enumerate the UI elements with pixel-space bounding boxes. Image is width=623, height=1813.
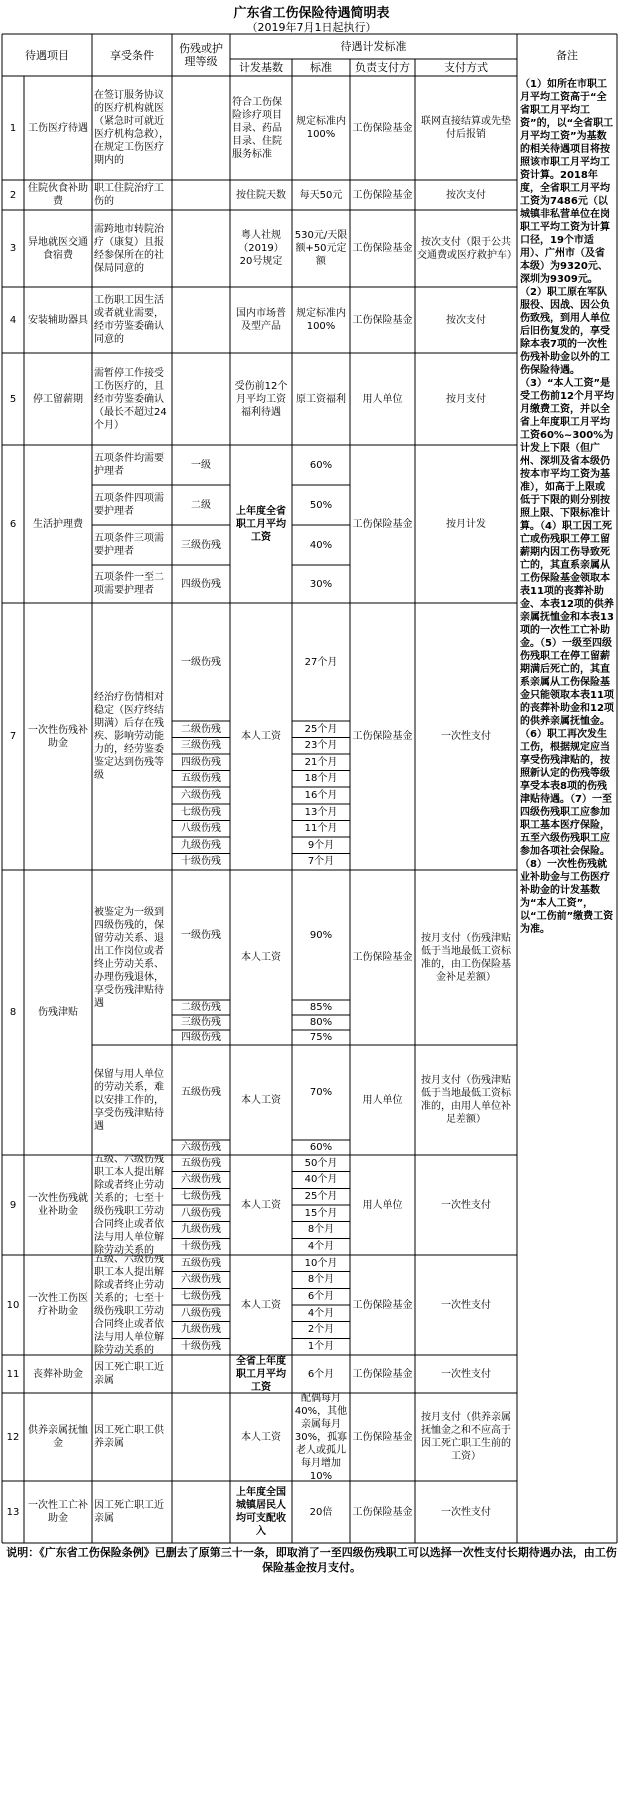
row-2-no: 2 [9,189,17,201]
row-4-item: 安装辅助器具 [28,314,88,326]
row-7-level-3: 三级伤残 [181,740,221,752]
row-7-standard-7: 13个月 [304,806,338,818]
row-7-condition: 经治疗伤情相对稳定（医疗终结期满）后存在残疾、影响劳动能力的，经劳鉴委鉴定达到伤残等级 [94,692,164,781]
row-10-level-1: 五级伤残 [181,1257,221,1269]
row-8b-condition: 保留与用人单位的劳动关系，难以安排工作的，享受伤残津贴待遇 [94,1068,164,1132]
row-6-condition-1: 五项条件均需要护理者 [94,453,164,477]
header-party: 负责支付方 [355,61,410,74]
row-8a-standard-3: 80% [309,1017,333,1028]
row-10-no: 10 [6,1299,20,1311]
row-6-method: 按月计发 [446,518,486,530]
row-7-level-1: 一级伤残 [181,656,221,668]
row-10-standard-5: 2个月 [307,1324,335,1336]
row-8a-level-2: 二级伤残 [181,1002,221,1013]
row-5-item: 停工留薪期 [33,393,83,405]
row-13-item: 一次性工亡补助金 [28,1500,88,1524]
row-10-standard-1: 10个月 [304,1257,338,1269]
row-8b-method: 按月支付（伤残津贴低于当地最低工资标准的，由用人单位补足差额） [421,1075,511,1125]
row-11-party: 工伤保险基金 [352,1368,413,1380]
row-8a-standard-2: 85% [309,1002,333,1013]
row-5-base: 受伤前12个月平均工资福利待遇 [234,380,288,418]
row-10-standard-3: 6个月 [307,1291,335,1303]
remark-column: （1）如所在市职工月平均工资高于“全省职工月平均工资”的，以“全省职工月平均工资”为基数的相关待遇项目将按照该市职工月平均工资计算。2018年度，全省职工月平均工资为7486元（以城镇非私营单位在岗职工平均工资为计算口径，19个市适用）、广州市（及省本级）为9320元、深圳为9309元。（2）职工原在军队服役、因战、因公负伤致残，到用人单位后旧伤复发的，享受除本表7项的一次性伤残补助金以外的工伤保险待遇。（3）“本人工资”是受工伤前12个月平均月缴费工资，并以全省上年度职工月平均工资60%~300%为计发上下限（但广州、深圳及省本级仍按本市平均工资为基准），如高于上限或低于下限的则分别按照上限、下限标准计算。（4）职工因工死亡或伤残职工停工留薪期内因工伤导致死亡的，其直系亲属从工伤保险基金领取本表11项的丧葬补助金、本表12项的供养亲属抚恤金和本表13项的一次性工亡补助金。（5）一级至四级伤残职工在停工留薪期满后死亡的，其直系亲属从工伤保险基金只能领取本表11项的丧葬补助金和12项的供养亲属抚恤金。（6）职工再次发生工伤，根据规定应当享受伤残津贴的，按照新认定的伤残等级享受本表8项的伤残津贴待遇。（7）一至四级伤残职工应参加职工基本医疗保险，五至六级伤残职工应参加各项社会保险。（8）一次性伤残就业补助金与工伤医疗补助金的计发基数为“本人工资”，以“工伤前”缴费工资为准。 [520,79,614,935]
row-9-level-1: 五级伤残 [181,1157,221,1169]
row-1-party: 工伤保险基金 [352,122,413,134]
row-9-base: 本人工资 [241,1199,281,1211]
row-12-item: 供养亲属抚恤金 [28,1425,88,1449]
row-9-standard-6: 4个月 [307,1241,335,1253]
row-13-method: 一次性支付 [441,1506,491,1518]
row-2-method: 按次支付 [446,189,486,201]
header-standard-group: 待遇计发标准 [340,40,407,53]
row-12-method: 按月支付（供养亲属抚恤金之和不应高于因工死亡职工生前的工资） [421,1412,511,1462]
row-4-party: 工伤保险基金 [352,314,413,326]
header-method: 支付方式 [444,61,488,74]
row-5-standard: 原工资福利 [296,393,346,405]
row-9-condition: 五级、六级伤残职工本人提出解除或者终止劳动关系的；七至十级伤残职工劳动合同终止或者依法与用人单位解除劳动关系的 [94,1155,164,1255]
row-7-level-10: 十级伤残 [181,856,221,868]
row-9-method: 一次性支付 [441,1199,491,1211]
row-1-method: 联网直接结算或先垫付后报销 [421,116,511,140]
row-8-item: 伤残津贴 [38,1007,78,1018]
row-7-item: 一次性伤残补助金 [28,724,88,749]
row-8b-standard-1: 70% [309,1087,333,1098]
row-8a-method: 按月支付（伤残津贴低于当地最低工资标准的，由工伤保险基金补足差额） [421,932,511,983]
row-10-standard-2: 8个月 [307,1274,335,1286]
row-7-standard-9: 9个月 [307,839,335,851]
row-9-level-2: 六级伤残 [181,1174,221,1186]
row-5-party: 用人单位 [362,393,403,405]
row-6-item: 生活护理费 [33,518,83,530]
row-11-base: 全省上年度职工月平均工资 [236,1355,286,1393]
row-6-level-3: 三级伤残 [181,539,221,551]
doc-subtitle: （2019年7月1日起执行） [246,21,377,34]
header-condition: 享受条件 [110,48,154,62]
row-6-level-1: 一级 [191,459,211,471]
row-1-condition: 在签订服务协议的医疗机构就医（紧急时可就近医疗机构急救），在规定工伤医疗期内的 [94,90,169,166]
row-13-standard: 20倍 [309,1506,333,1518]
row-9-standard-2: 40个月 [304,1174,338,1186]
doc-title: 广东省工伤保险待遇简明表 [233,6,390,21]
row-13-condition: 因工死亡职工近亲属 [94,1500,164,1524]
row-7-level-6: 六级伤残 [181,789,221,801]
row-11-method: 一次性支付 [441,1368,491,1380]
row-6-condition-4: 五项条件一至二项需要护理者 [94,572,164,596]
row-9-standard-3: 25个月 [304,1191,338,1203]
header-level: 伤残或护理等级 [179,42,223,68]
row-1-base: 符合工伤保险诊疗项目目录、药品目录、住院服务标准 [232,96,282,160]
row-6-standard-3: 40% [309,539,333,551]
row-11-no: 11 [6,1368,20,1380]
row-7-standard-8: 11个月 [304,823,338,835]
row-4-base: 国内市场普及型产品 [236,308,286,332]
row-8a-base: 本人工资 [241,952,281,963]
row-7-standard-10: 7个月 [307,856,335,868]
row-6-no: 6 [9,518,17,530]
row-8a-level-3: 三级伤残 [181,1017,221,1028]
row-3-standard: 530元/天限额+50元定额 [294,230,348,267]
row-6-base: 上年度全省职工月平均工资 [236,505,286,543]
row-9-standard-5: 8个月 [307,1224,335,1236]
row-10-level-5: 九级伤残 [181,1324,221,1336]
row-7-level-4: 四级伤残 [181,756,221,768]
row-11-standard: 6个月 [307,1368,335,1380]
row-6-condition-2: 五项条件四项需要护理者 [94,493,164,517]
row-5-method: 按月支付 [446,393,486,405]
row-9-level-4: 八级伤残 [181,1207,221,1219]
row-1-standard: 规定标准内100% [296,116,346,140]
row-8b-level-2: 六级伤残 [181,1142,221,1153]
row-12-no: 12 [6,1431,20,1443]
row-7-level-9: 九级伤残 [181,839,221,851]
row-7-standard-6: 16个月 [304,789,338,801]
row-2-condition: 职工住院治疗工伤的 [94,183,164,207]
row-6-level-4: 四级伤残 [181,578,221,590]
row-8b-level-1: 五级伤残 [181,1087,221,1098]
row-7-no: 7 [9,731,17,742]
row-10-standard-6: 1个月 [307,1341,335,1353]
row-9-level-6: 十级伤残 [181,1241,221,1253]
header-remark: 备注 [556,48,578,62]
row-10-level-6: 十级伤残 [181,1341,221,1353]
row-8a-standard-1: 90% [309,929,333,941]
row-7-level-5: 五级伤残 [181,773,221,785]
row-1-item: 工伤医疗待遇 [28,122,88,134]
row-3-party: 工伤保险基金 [352,243,413,254]
row-9-party: 用人单位 [362,1199,403,1211]
row-10-method: 一次性支付 [441,1299,491,1311]
row-10-level-3: 七级伤残 [181,1291,221,1303]
row-6-level-2: 二级 [191,499,211,511]
row-6-standard-1: 60% [309,459,333,471]
row-2-standard: 每天50元 [299,189,343,201]
row-3-no: 3 [9,243,17,254]
row-10-base: 本人工资 [241,1299,281,1311]
row-7-level-2: 二级伤残 [181,723,221,735]
row-6-condition-3: 五项条件三项需要护理者 [94,533,164,557]
row-7-standard-4: 21个月 [304,756,338,768]
row-5-condition: 需暂停工作接受工伤医疗的，且经市劳鉴委确认（最长不超过24个月） [94,367,167,431]
row-5-no: 5 [9,393,17,405]
row-2-item: 住院伙食补助费 [28,183,88,207]
row-10-item: 一次性工伤医疗补助金 [28,1293,88,1317]
row-9-item: 一次性伤残就业补助金 [28,1193,88,1217]
row-12-party: 工伤保险基金 [352,1431,413,1443]
row-4-no: 4 [9,314,17,326]
header-base: 计发基数 [239,61,283,74]
row-8a-party: 工伤保险基金 [352,952,413,963]
row-7-method: 一次性支付 [441,731,491,742]
row-6-party: 工伤保险基金 [352,518,413,530]
row-10-level-4: 八级伤残 [181,1307,221,1319]
row-4-standard: 规定标准内100% [296,308,346,332]
row-9-no: 9 [9,1199,17,1211]
row-2-base: 按住院天数 [236,189,286,201]
row-4-condition: 工伤职工因生活或者就业需要，经市劳鉴委确认同意的 [94,295,164,345]
row-8a-level-1: 一级伤残 [181,929,221,941]
row-3-condition: 需跨地市转院治疗（康复）且报经参保所在的社保局同意的 [94,223,164,274]
row-8-no: 8 [9,1007,17,1018]
row-7-party: 工伤保险基金 [352,731,413,742]
row-8b-party: 用人单位 [362,1094,403,1106]
row-8b-base: 本人工资 [241,1094,281,1106]
row-2-party: 工伤保险基金 [352,189,413,201]
footer-note: 说明：《广东省工伤保险条例》已删去了原第三十一条，即取消了一至四级伤残职工可以选择一次性支付长期待遇办法，由工伤保险基金按月支付。 [6,1546,617,1574]
row-7-standard-2: 25个月 [304,723,338,735]
row-9-level-3: 七级伤残 [181,1191,221,1203]
header-standard: 标准 [310,61,332,74]
row-11-condition: 因工死亡职工近亲属 [94,1362,164,1386]
row-8b-standard-2: 60% [309,1142,333,1153]
row-13-no: 13 [6,1506,20,1518]
row-3-method: 按次支付（限于公共交通费或医疗救护车） [417,236,517,261]
row-10-standard-4: 4个月 [307,1307,335,1319]
row-9-standard-4: 15个月 [304,1207,338,1219]
row-7-standard-3: 23个月 [304,740,338,752]
row-3-item: 异地就医交通食宿费 [28,236,88,261]
row-6-standard-4: 30% [309,578,333,590]
row-8a-level-4: 四级伤残 [181,1032,221,1043]
row-3-base: 粤人社规（2019）20号规定 [238,230,284,267]
row-13-base: 上年度全国城镇居民人均可支配收入 [236,1487,286,1537]
row-7-standard-1: 27个月 [304,656,338,668]
row-7-base: 本人工资 [241,731,281,742]
row-11-item: 丧葬补助金 [33,1368,83,1380]
row-12-base: 本人工资 [241,1431,281,1443]
row-13-party: 工伤保险基金 [352,1506,413,1518]
row-8a-standard-4: 75% [309,1032,333,1043]
row-8a-condition: 被鉴定为一级到四级伤残的，保留劳动关系、退出工作岗位或者终止劳动关系、办理伤残退休，享受伤残津贴待遇 [94,906,164,1009]
row-4-method: 按次支付 [446,314,486,326]
row-9-level-5: 九级伤残 [181,1224,221,1236]
row-10-condition: 五级、六级伤残职工本人提出解除或者终止劳动关系的；七至十级伤残职工劳动合同终止或者依法与用人单位解除劳动关系的 [94,1255,164,1355]
row-10-party: 工伤保险基金 [352,1299,413,1311]
row-12-condition: 因工死亡职工供养亲属 [94,1425,164,1449]
row-7-level-8: 八级伤残 [181,823,221,835]
row-6-standard-2: 50% [309,499,333,511]
row-1-no: 1 [9,122,17,134]
row-12-standard: 配偶每月40%，其他亲属每月30%，孤寡老人或孤儿每月增加10% [294,1393,348,1481]
row-7-level-7: 七级伤残 [181,806,221,818]
row-7-standard-5: 18个月 [304,773,338,785]
header-item: 待遇项目 [25,48,69,62]
row-10-level-2: 六级伤残 [181,1274,221,1286]
row-9-standard-1: 50个月 [304,1157,338,1169]
